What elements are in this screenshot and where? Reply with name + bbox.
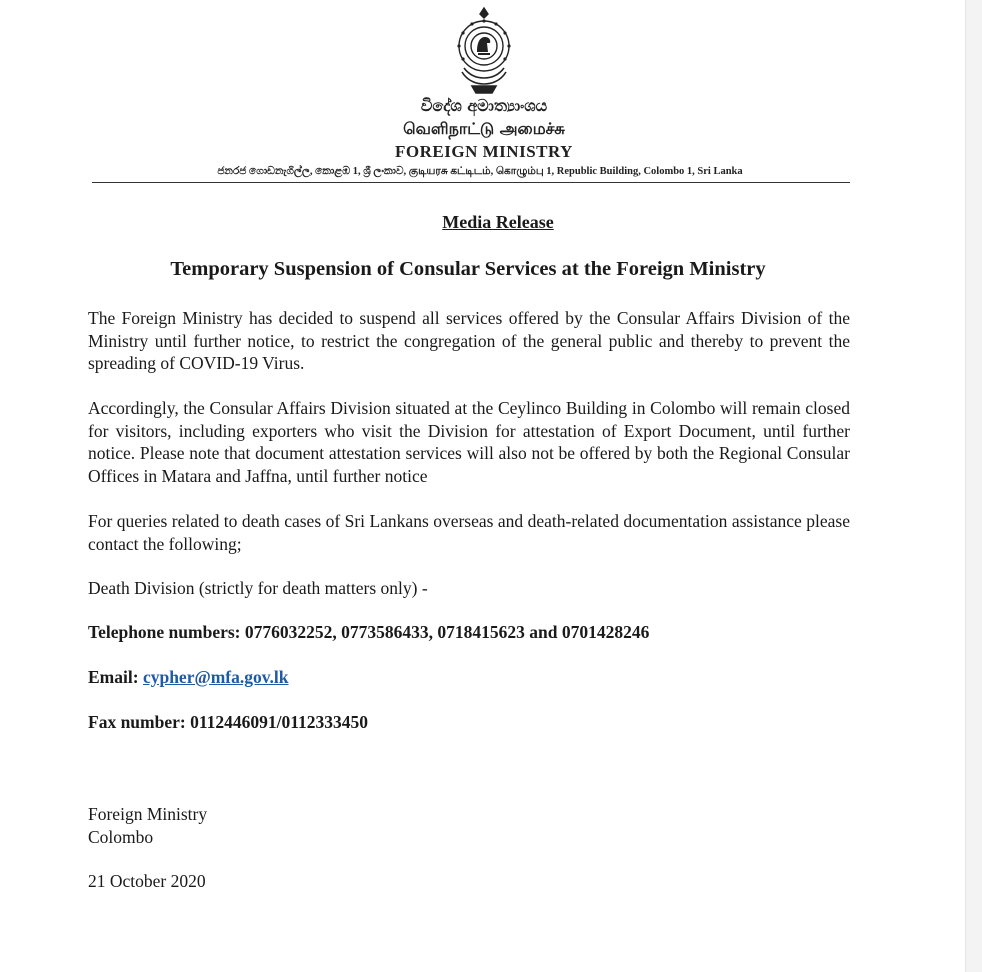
letterhead xyxy=(0,0,968,190)
ministry-name-tamil: வெளிநாட்டு அமைச்சு xyxy=(403,119,565,138)
sri-lanka-emblem-icon xyxy=(452,6,516,96)
ministry-address: ජනරජ ගොඩනැගිල්ල, කොළඹ 1, ශ්‍රී ලංකාව, குடியரசு கட்டிடம், கொழும்பு 1, Republic Building, Colombo 1, Sri Lanka xyxy=(217,166,743,177)
email-label: Email: xyxy=(88,667,143,687)
email-link[interactable]: cypher@mfa.gov.lk xyxy=(142,667,289,687)
document-kind-heading: Media Release xyxy=(442,212,554,232)
letterhead-divider xyxy=(92,182,850,183)
email-line xyxy=(88,667,289,688)
telephone-numbers: Telephone numbers: 0776032252, 0773586433, 0718415623 and 0701428246 xyxy=(88,622,650,642)
ministry-name-english: FOREIGN MINISTRY xyxy=(395,142,573,161)
signoff-organization: Foreign Ministry xyxy=(88,804,208,824)
paragraph-queries: For queries related to death cases of Sri Lankans overseas and death-related documentation assistance please contact the following; xyxy=(88,511,850,554)
paragraph-closure: Accordingly, the Consular Affairs Division situated at the Ceylinco Building in Colombo will remain closed for visitors, including exporters who visit the Division for attestation of Export Document, until further notice. Please note that document attestation services will also not be offered by both the Regional Consular Offices in Matara and Jaffna, until further notice xyxy=(88,398,850,486)
fax-number: Fax number: 0112446091/0112333450 xyxy=(88,712,369,732)
release-date: 21 October 2020 xyxy=(88,871,206,891)
document-title: Temporary Suspension of Consular Services at the Foreign Ministry xyxy=(170,258,766,280)
signoff xyxy=(88,803,207,849)
signoff-city: Colombo xyxy=(88,827,154,847)
paragraph-death-division: Death Division (strictly for death matters only) - xyxy=(88,578,428,598)
paragraph-suspension: The Foreign Ministry has decided to suspend all services offered by the Consular Affairs Division of the Ministry until further notice, to restrict the congregation of the general public and thereby to prevent the spreading of COVID-19 Virus. xyxy=(88,308,850,373)
ministry-name-sinhala: විදේශ අමාත්‍යාංශය xyxy=(420,96,548,115)
